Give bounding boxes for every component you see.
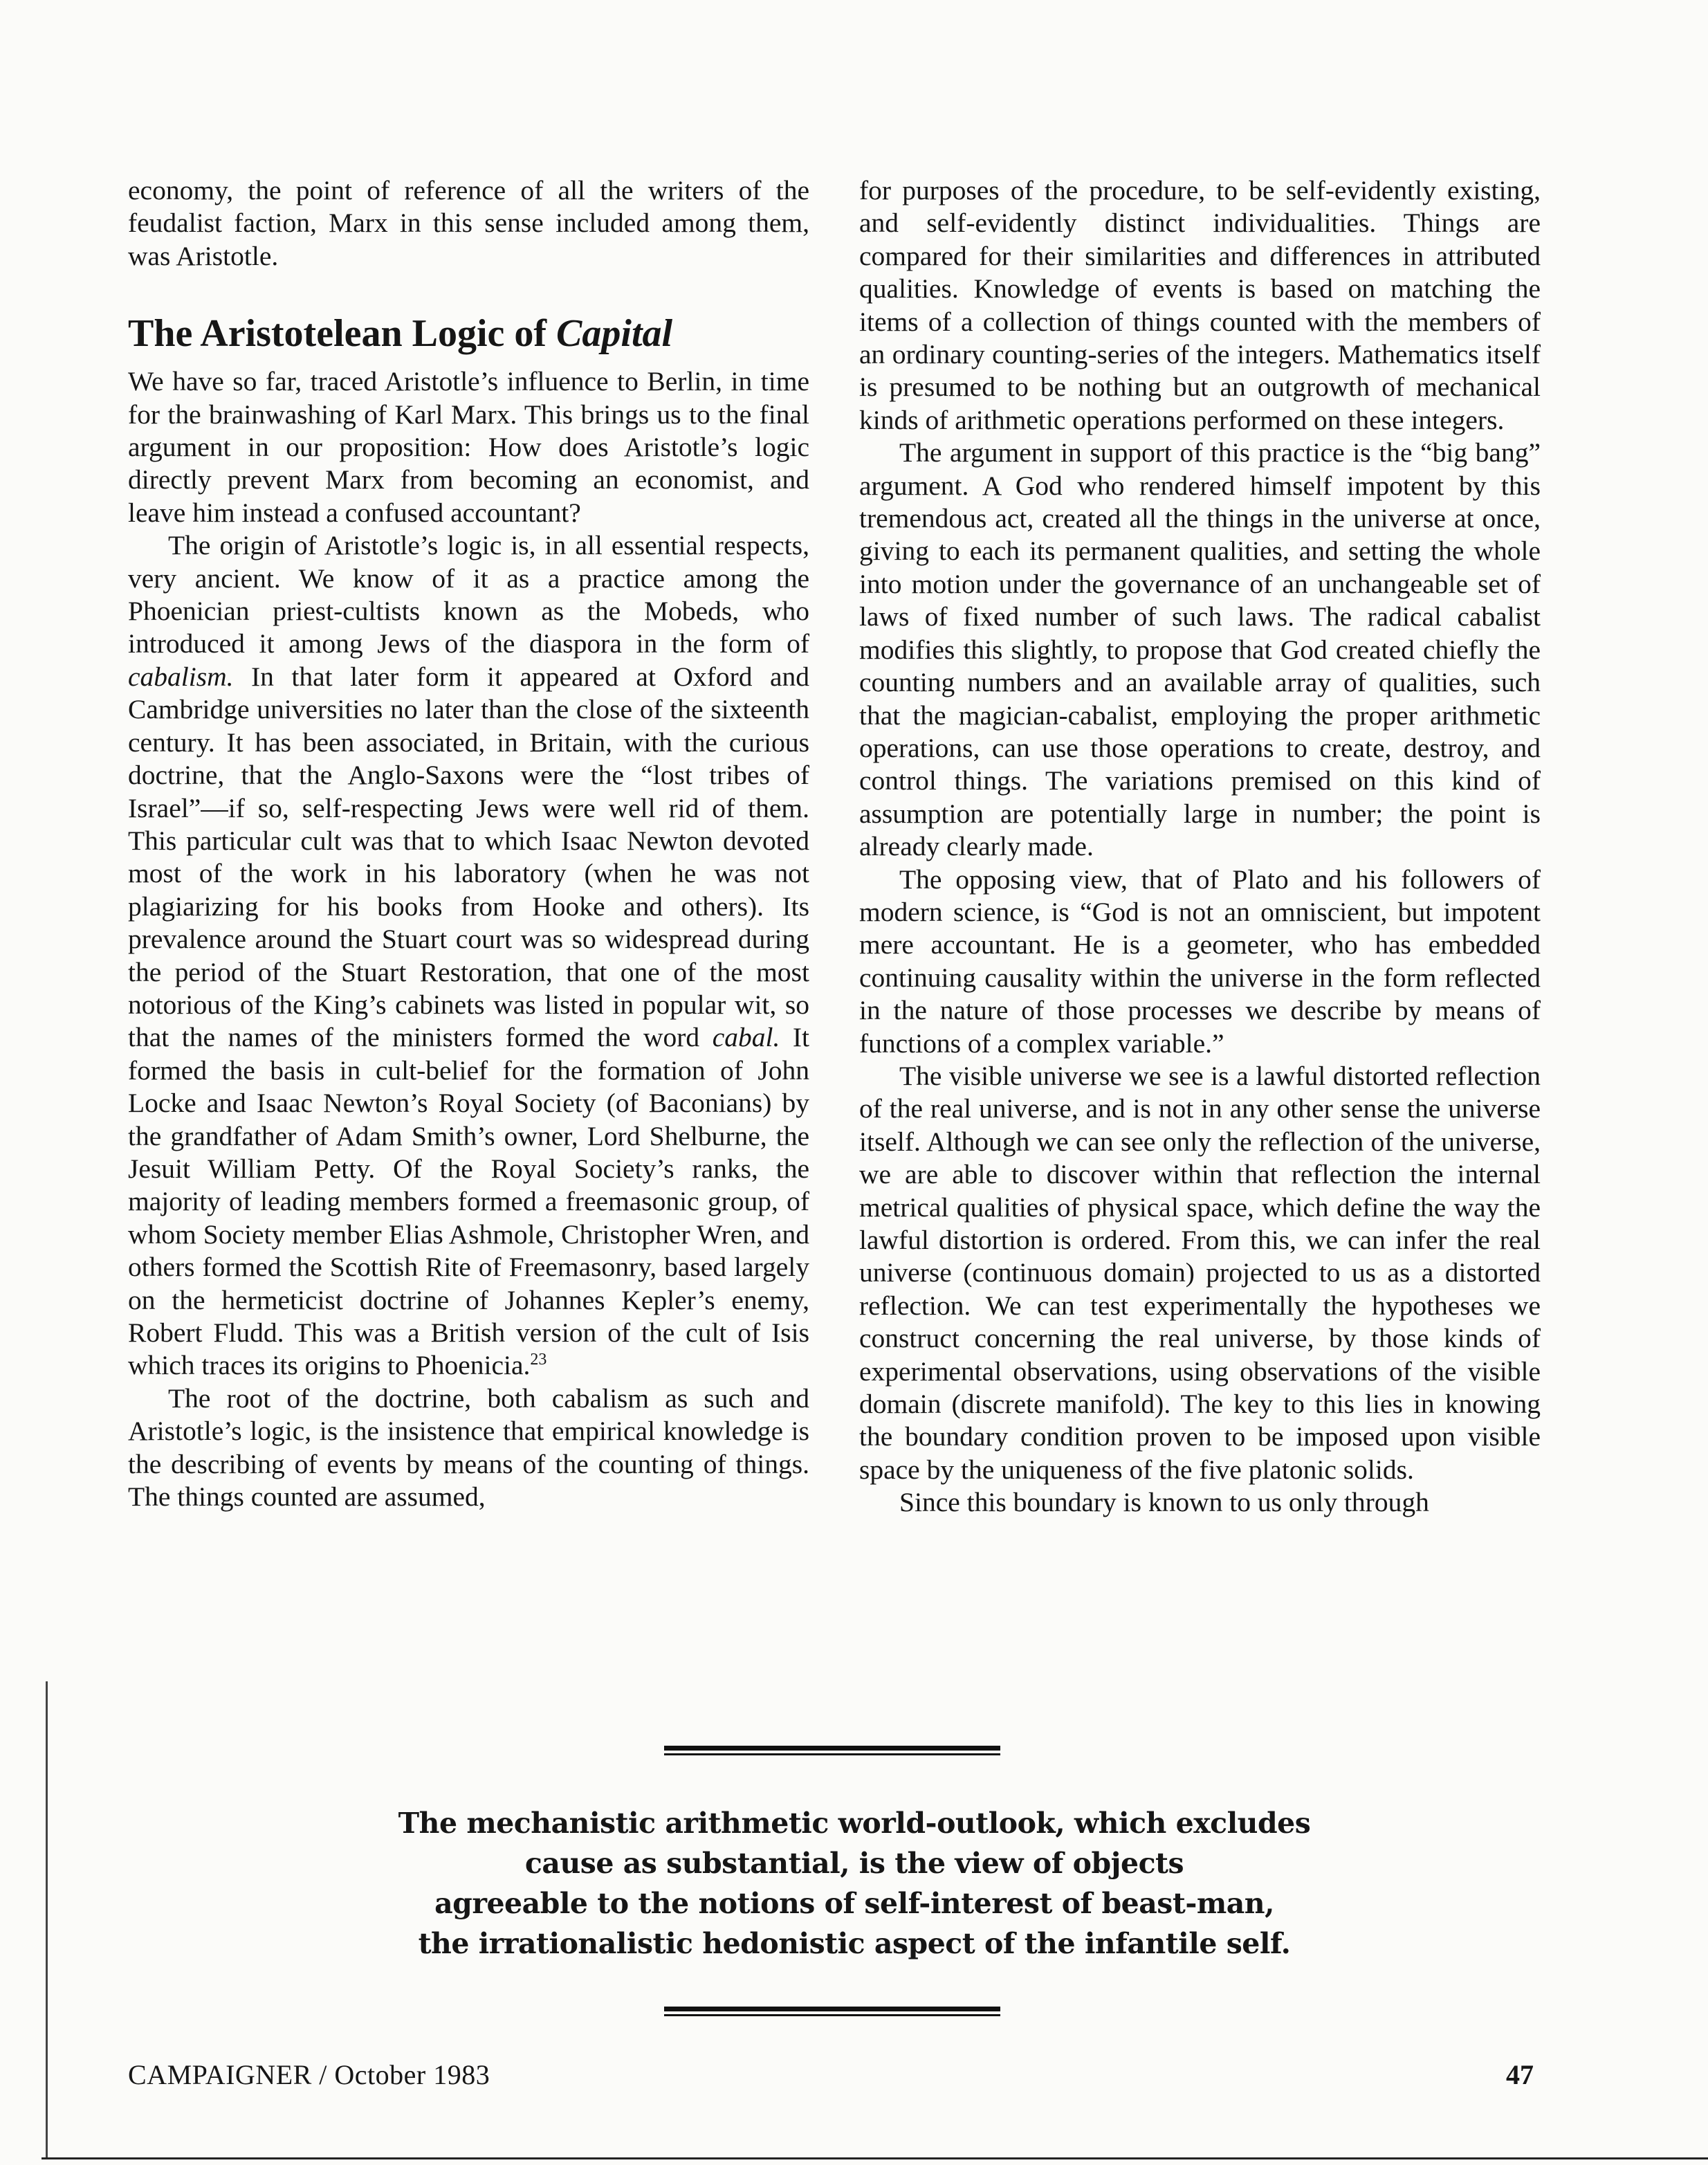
body-paragraph: The argument in support of this practice is the “big bang” argument. A God who rendered himself impotent by this tremendous act, created all the things in the universe at once, giving to each its permanent qualities, and setting the whole into motion under the governance of an unchangeable set of laws of fixed number of such laws. The radical cabalist modifies this slightly, to propose that God created chiefly the counting numbers and an available array of qualities, such that the magician-cabalist, employing the proper arithmetic operations, can use those operations to create, destroy, and control things. The variations premised on this kind of assumption are potentially large in number; the point is already clearly made. [859,437,1541,862]
body-paragraph: The root of the doctrine, both cabalism as such and Aristotle’s logic, is the insistence that empirical knowledge is the describing of events by means of the counting of things. The things counted are assumed, [128,1382,809,1513]
section-heading-text: The Aristotelean Logic of [128,312,557,356]
section-heading [128,311,809,356]
body-paragraph: Since this boundary is known to us only through [899,1487,1429,1518]
pullquote [277,1803,1432,1964]
pullquote-top-rule [664,1746,1000,1755]
body-paragraph: for purposes of the procedure, to be self-evidently existing, and self-evidently distinct individualities. Things are compared for their similarities and differences in attributed qualities. Knowledge of events is based on matching the items of a collection of things counted with the members of an ordinary counting-series of the integers. Mathematics itself is presumed to be nothing but an outgrowth of mechanical kinds of arithmetic operations performed on these integers. [859,175,1541,435]
pullquote-line: cause as substantial, is the view of objects [524,1847,1184,1880]
body-text: The origin of Aristotle’s logic is, in all essential respects, very ancient. We know of it as a practice among the Phoenician priest-cultists known as the Mobeds, who introduced it among Jews of the diaspora in the form of [128,530,809,659]
pullquote-line: The mechanistic arithmetic world-outlook, which excludes [398,1807,1311,1840]
footer-publication: CAMPAIGNER / October 1983 [128,2059,490,2090]
scan-left-edge [46,1681,48,2159]
scan-bottom-edge [42,2157,1708,2159]
section-heading-italic: Capital [556,312,673,356]
left-column [128,174,809,1513]
body-paragraph: The visible universe we see is a lawful distorted reflection of the real universe, and is not in any other sense the universe itself. Although we can see only the reflection of the universe, we are able to discover within that reflection the internal metrical qualities of physical space, which define the way the lawful distortion is ordered. From this, we can infer the real universe (continuous domain) projected to us as a distorted reflection. We can test experimentally the hypotheses we construct concerning the real universe, by those kinds of experimental observations, using observations of the visible domain (discrete manifold). The key to this lies in knowing the boundary condition proven to be imposed upon visible space by the uniqueness of the five platonic solids. [859,1060,1541,1485]
pullquote-line: the irrationalistic hedonistic aspect of the infantile self. [418,1927,1291,1960]
italic-term-cabalism: cabalism. [128,661,234,692]
body-paragraph [128,529,809,1382]
intro-paragraph: economy, the point of reference of all the writers of the feudalist faction, Marx in this sense included among them, was Aristotle. [128,175,809,271]
italic-term-cabal: cabal. [712,1022,780,1053]
body-paragraph: The opposing view, that of Plato and his followers of modern science, is “God is not an omniscient, but impotent mere accountant. He is a geometer, who has embedded continuing causality within the universe in the form reflected in the nature of those processes we describe by means of functions of a complex variable.” [859,864,1541,1059]
body-text: In that later form it appeared at Oxford and Cambridge universities no later than the close of the sixteenth century. It has been associated, in Britain, with the curious doctrine, that the Anglo-Saxons were the “lost tribes of Israel”—if so, self-respecting Jews were well rid of them. This particular cult was that to which Isaac Newton devoted most of the work in his laboratory (when he was not plagiarizing for his books from Hooke and others). Its prevalence around the Stuart court was so widespread during the period of the Stuart Restoration, that one of the most notorious of the King’s cabinets was listed in popular wit, so that the names of the ministers formed the word [128,661,809,1053]
footnote-marker: 23 [530,1351,547,1369]
pullquote-bottom-rule [664,2007,1000,2016]
body-text: It formed the basis in cult-belief for the formation of John Locke and Isaac Newton’s Royal Society (of Baconians) by the grandfather of Adam Smith’s owner, Lord Shelburne, the Jesuit William Petty. Of the Royal Society’s ranks, the majority of leading members formed a freemasonic group, of whom Society member Elias Ashmole, Christopher Wren, and others formed the Scottish Rite of Freemasonry, based largely on the hermeticist doctrine of Johannes Kepler’s enemy, Robert Fludd. This was a British version of the cult of Isis which traces its origins to Phoenicia. [128,1022,809,1381]
body-paragraph: We have so far, traced Aristotle’s influence to Berlin, in time for the brainwashing of Karl Marx. This brings us to the final argument in our proposition: How does Aristotle’s logic directly prevent Marx from becoming an economist, and leave him instead a confused accountant? [128,366,809,528]
right-column [859,174,1541,1519]
pullquote-line: agreeable to the notions of self-interest of beast-man, [434,1887,1274,1920]
page-number: 47 [1506,2059,1534,2090]
